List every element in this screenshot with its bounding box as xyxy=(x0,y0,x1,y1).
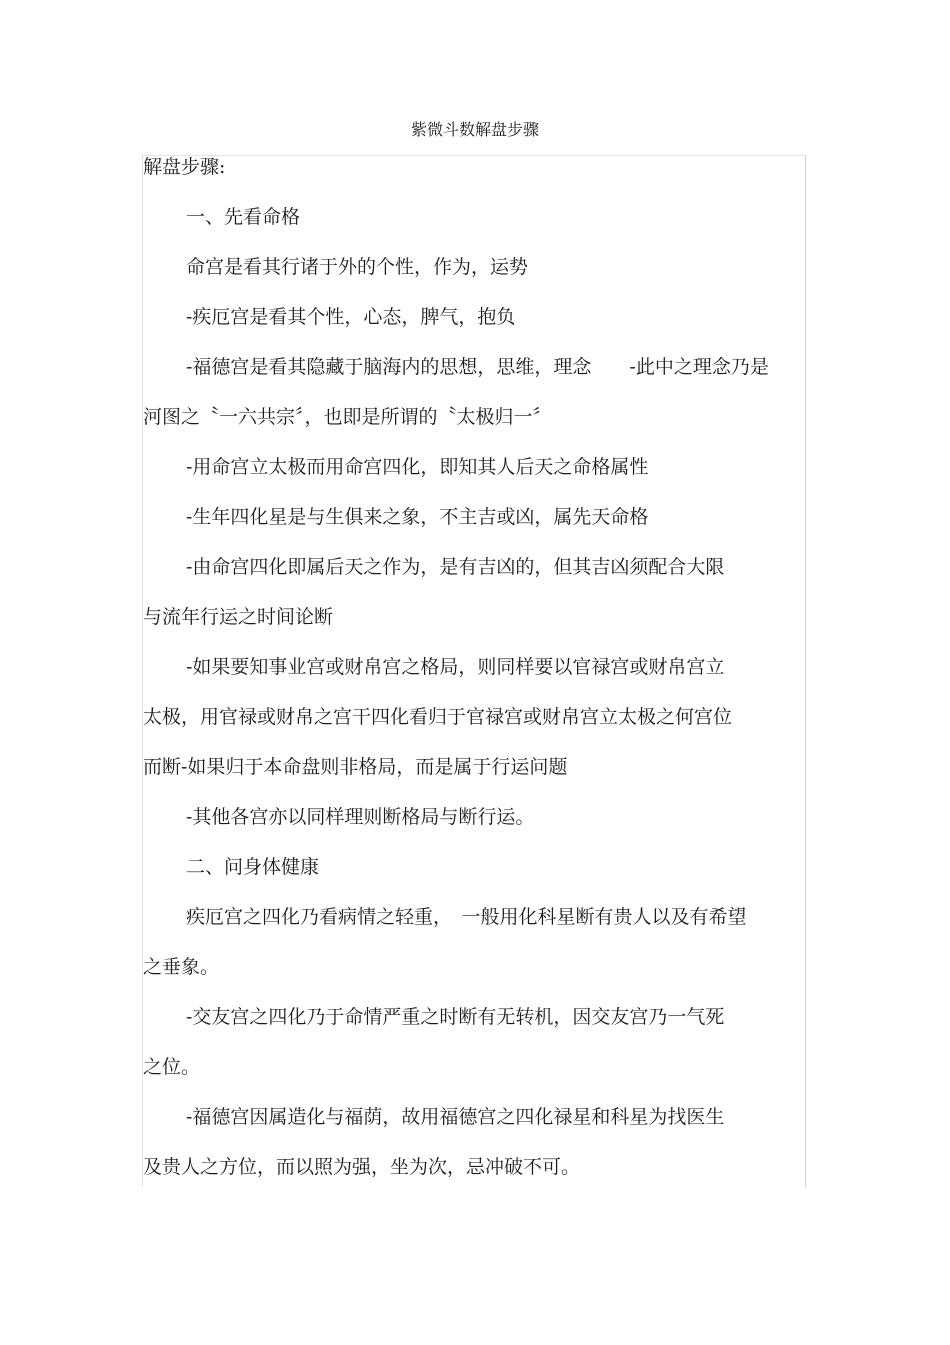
paragraph-line: 太极，用官禄或财帛之宫干四化看归于官禄宫或财帛宫立太极之何宫位 xyxy=(143,706,733,728)
paragraph-line: 命宫是看其行诸于外的个性，作为，运势 xyxy=(186,256,529,278)
document-title: 紫微斗数解盘步骤 xyxy=(410,120,539,139)
paragraph-line: 疾厄宫之四化乃看病情之轻重， 一般用化科星断有贵人以及有希望 xyxy=(186,906,747,928)
paragraph-line: -如果要知事业宫或财帛宫之格局，则同样要以官禄宫或财帛宫立 xyxy=(186,656,725,678)
paragraph-line: -其他各宫亦以同样理则断格局与断行运。 xyxy=(186,806,535,828)
section-heading: 解盘步骤: xyxy=(143,156,226,178)
subsection-heading: 二、问身体健康 xyxy=(186,856,320,878)
paragraph-line: 之位。 xyxy=(143,1056,201,1078)
paragraph-line: 之垂象。 xyxy=(143,956,220,978)
paragraph-line: -疾厄宫是看其个性，心态，脾气，抱负 xyxy=(186,306,516,328)
paragraph-line: -用命宫立太极而用命宫四化，即知其人后天之命格属性 xyxy=(186,456,649,478)
paragraph-line: 与流年行运之时间论断 xyxy=(143,606,334,628)
paragraph-line: 及贵人之方位，而以照为强，坐为次，忌冲破不可。 xyxy=(143,1156,581,1178)
paragraph-line: -生年四化星是与生俱来之象，不主吉或凶，属先天命格 xyxy=(186,506,649,528)
paragraph-line: -交友宫之四化乃于命情严重之时断有无转机，因交友宫乃一气死 xyxy=(186,1006,725,1028)
paragraph-line: -福德宫因属造化与福荫，故用福德宫之四化禄星和科星为找医生 xyxy=(186,1106,725,1128)
paragraph-line: -由命宫四化即属后天之作为，是有吉凶的，但其吉凶须配合大限 xyxy=(186,556,725,578)
subsection-heading: 一、先看命格 xyxy=(186,206,301,228)
paragraph-line: 而断-如果归于本命盘则非格局，而是属于行运问题 xyxy=(143,756,568,778)
paragraph-line: -福德宫是看其隐藏于脑海内的思想，思维，理念 -此中之理念乃是 xyxy=(186,356,769,378)
paragraph-line: 河图之〝一六共宗〞，也即是所谓的〝太极归一〞 xyxy=(143,406,552,428)
